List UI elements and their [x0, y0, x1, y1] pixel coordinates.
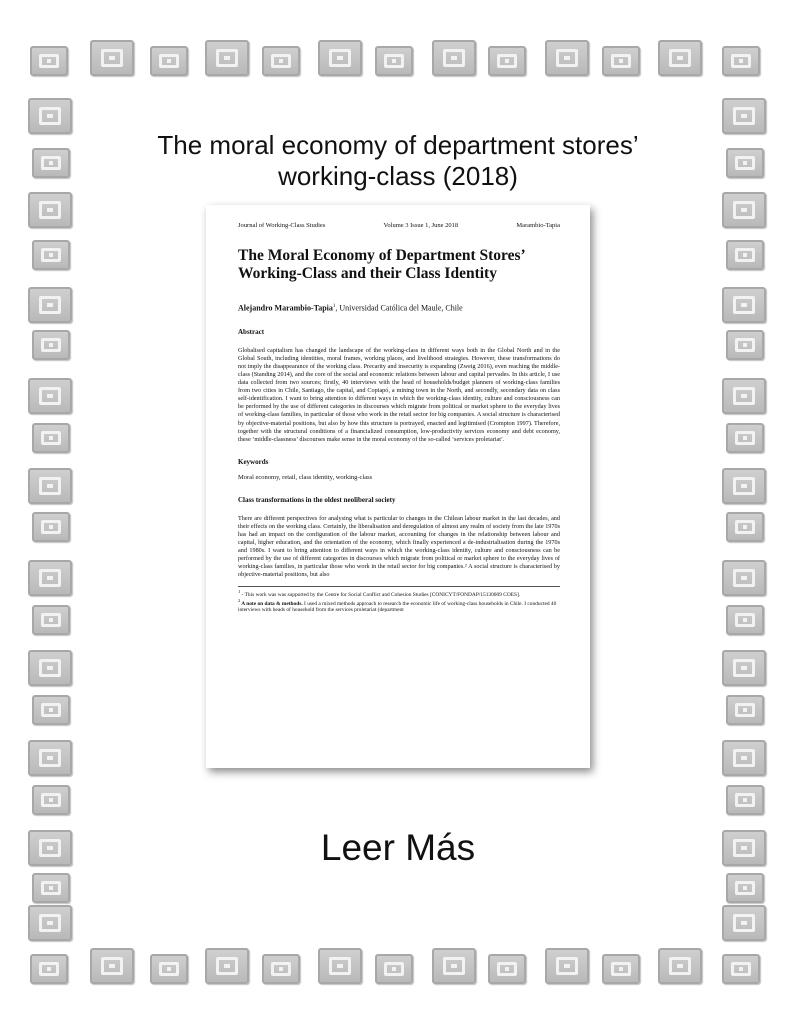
- border-tile-icon: [375, 46, 413, 76]
- border-tile-icon: [32, 512, 70, 542]
- border-tile-icon: [722, 740, 766, 776]
- border-tile-icon: [726, 785, 764, 815]
- border-tile-icon: [722, 560, 766, 596]
- author-footnote-mark: 1: [332, 304, 336, 309]
- border-tile-icon: [726, 423, 764, 453]
- author-name: Alejandro Marambio-Tapia: [238, 303, 333, 313]
- border-tile-icon: [722, 46, 760, 76]
- border-tile-icon: [726, 695, 764, 725]
- border-tile-icon: [32, 148, 70, 178]
- footnote-2-text: I used a mixed methods approach to research the economic life of working-class households in Chile. I conducted 40 interviews with heads of household from the services proletariat (department: [238, 600, 557, 614]
- keywords-heading: Keywords: [238, 457, 269, 466]
- border-tile-icon: [488, 46, 526, 76]
- border-tile-icon: [602, 46, 640, 76]
- border-tile-icon: [722, 954, 760, 984]
- author-affiliation: , Universidad Católica del Maule, Chile: [335, 303, 463, 313]
- footnote-1-mark: 1: [238, 588, 241, 594]
- border-tile-icon: [32, 330, 70, 360]
- abstract-text: Globalised capitalism has changed the landscape of the working-class in different ways both in the Global North and in the Global South, including identities, moral frames, working places, and livelihood strategies. However, these transformations do not imply the disappearance of the working class. Precarity and insecurity is expanding (Zweig 2016), even reaching the middle-class (Standing 2014), and the core of the social and economic relations between labour and capital pervades. In this article, I use data collected from two sources; firstly, 40 interviews with the head of households/budget planners of working-class families from two cities in Chile, Santiago, the capital, and Copiapó, a mining town in the North, and secondly, secondary data on class self-identification. I want to bring attention to different ways in which the working-class identity, culture and consciousness can be performed by the use of different categories in discourses which migrate from political or market sphere to the everyday lives of working-class families, in particular of those who work in the retail sector for big companies. A social structure is characterised by objective-material positions, but also by how this structure is portrayed, enacted and legitimised (Crompton 1997). Therefore, together with the structural conditions of a financialized consumption, low-productivity services economy and debt economy, these ‘middle-classness’ discourses make sense in the moral economy of the so-called ‘services proletariat’.: [238, 346, 560, 443]
- footnote-2-bold: A note on data & methods.: [240, 600, 303, 607]
- body-text: There are different perspectives for analysing what is particular to changes in the Chilean labour market in the last decades, and their effects on the working class. Certainly, the liberalisation and deregulation of almost any realm of society from the late 1970s has had an impact on the configuration of the labour market, accounting for changes in the relationship between labour and capital, higher education, and the orientation of the economy, which finally experienced a de-industrialisation during the 1970s and 1980s. I want to bring attention to different ways in which the working-class identity, culture and consciousness can be performed by the use of different categories in discourses which migrate from political or market sphere to the everyday lives of working-class families, in particular those who work in the retail sector for big companies.² A social structure is characterised by objective-material positions, but also: [238, 514, 560, 579]
- border-tile-icon: [726, 512, 764, 542]
- border-tile-icon: [30, 954, 68, 984]
- border-tile-icon: [28, 650, 72, 686]
- footnote-2-mark: 2: [238, 597, 241, 603]
- border-tile-icon: [28, 468, 72, 504]
- border-tile-icon: [602, 954, 640, 984]
- border-tile-icon: [32, 240, 70, 270]
- border-tile-icon: [488, 954, 526, 984]
- border-tile-icon: [150, 954, 188, 984]
- border-tile-icon: [722, 378, 766, 414]
- border-tile-icon: [726, 605, 764, 635]
- border-tile-icon: [545, 948, 589, 984]
- border-tile-icon: [32, 785, 70, 815]
- border-tile-icon: [726, 148, 764, 178]
- border-tile-icon: [90, 40, 134, 76]
- border-tile-icon: [432, 948, 476, 984]
- border-tile-icon: [90, 948, 134, 984]
- border-tile-icon: [658, 948, 702, 984]
- footnote-2: [238, 598, 560, 614]
- border-tile-icon: [722, 650, 766, 686]
- border-tile-icon: [32, 423, 70, 453]
- border-tile-icon: [432, 40, 476, 76]
- border-tile-icon: [28, 830, 72, 866]
- section-heading: Class transformations in the oldest neoliberal society: [238, 495, 396, 504]
- border-tile-icon: [28, 98, 72, 134]
- border-tile-icon: [375, 954, 413, 984]
- border-tile-icon: [726, 240, 764, 270]
- border-tile-icon: [722, 830, 766, 866]
- keywords-text: Moral economy, retail, class identity, working-class: [238, 473, 373, 481]
- border-tile-icon: [318, 948, 362, 984]
- border-tile-icon: [28, 192, 72, 228]
- border-tile-icon: [28, 378, 72, 414]
- border-tile-icon: [32, 605, 70, 635]
- border-tile-icon: [722, 287, 766, 323]
- border-tile-icon: [28, 287, 72, 323]
- border-tile-icon: [28, 740, 72, 776]
- read-more-link[interactable]: Leer Más: [320, 827, 476, 868]
- border-tile-icon: [32, 873, 70, 903]
- border-tile-icon: [318, 40, 362, 76]
- border-tile-icon: [545, 40, 589, 76]
- border-tile-icon: [30, 46, 68, 76]
- border-tile-icon: [722, 468, 766, 504]
- border-tile-icon: [32, 695, 70, 725]
- border-tile-icon: [150, 46, 188, 76]
- running-author: Marambio-Tapia: [516, 222, 560, 229]
- journal-name: Journal of Working-Class Studies: [238, 222, 326, 229]
- border-tile-icon: [262, 954, 300, 984]
- border-tile-icon: [262, 46, 300, 76]
- author-line: [238, 302, 560, 314]
- page-title: The moral economy of department stores’ working-class (2018): [157, 130, 639, 191]
- journal-volume: Volume 3 Issue 1, June 2018: [383, 222, 459, 229]
- footnote-1: [238, 589, 560, 598]
- paper-title: The Moral Economy of Department Stores’ Working-Class and their Class Identity: [238, 247, 525, 282]
- border-tile-icon: [722, 98, 766, 134]
- border-tile-icon: [722, 905, 766, 941]
- border-tile-icon: [28, 905, 72, 941]
- border-tile-icon: [726, 330, 764, 360]
- border-tile-icon: [205, 948, 249, 984]
- border-tile-icon: [205, 40, 249, 76]
- footnote-1-text: - This work was was supported by the Centre for Social Conflict and Cohesion Studies [CONICYT/FONDAP/15130009 COES].: [240, 591, 521, 598]
- border-tile-icon: [726, 873, 764, 903]
- running-header: [238, 222, 560, 230]
- border-tile-icon: [722, 192, 766, 228]
- border-tile-icon: [28, 560, 72, 596]
- abstract-heading: Abstract: [238, 327, 265, 336]
- paper-preview[interactable]: [206, 205, 590, 768]
- border-tile-icon: [658, 40, 702, 76]
- footnotes: [238, 586, 560, 614]
